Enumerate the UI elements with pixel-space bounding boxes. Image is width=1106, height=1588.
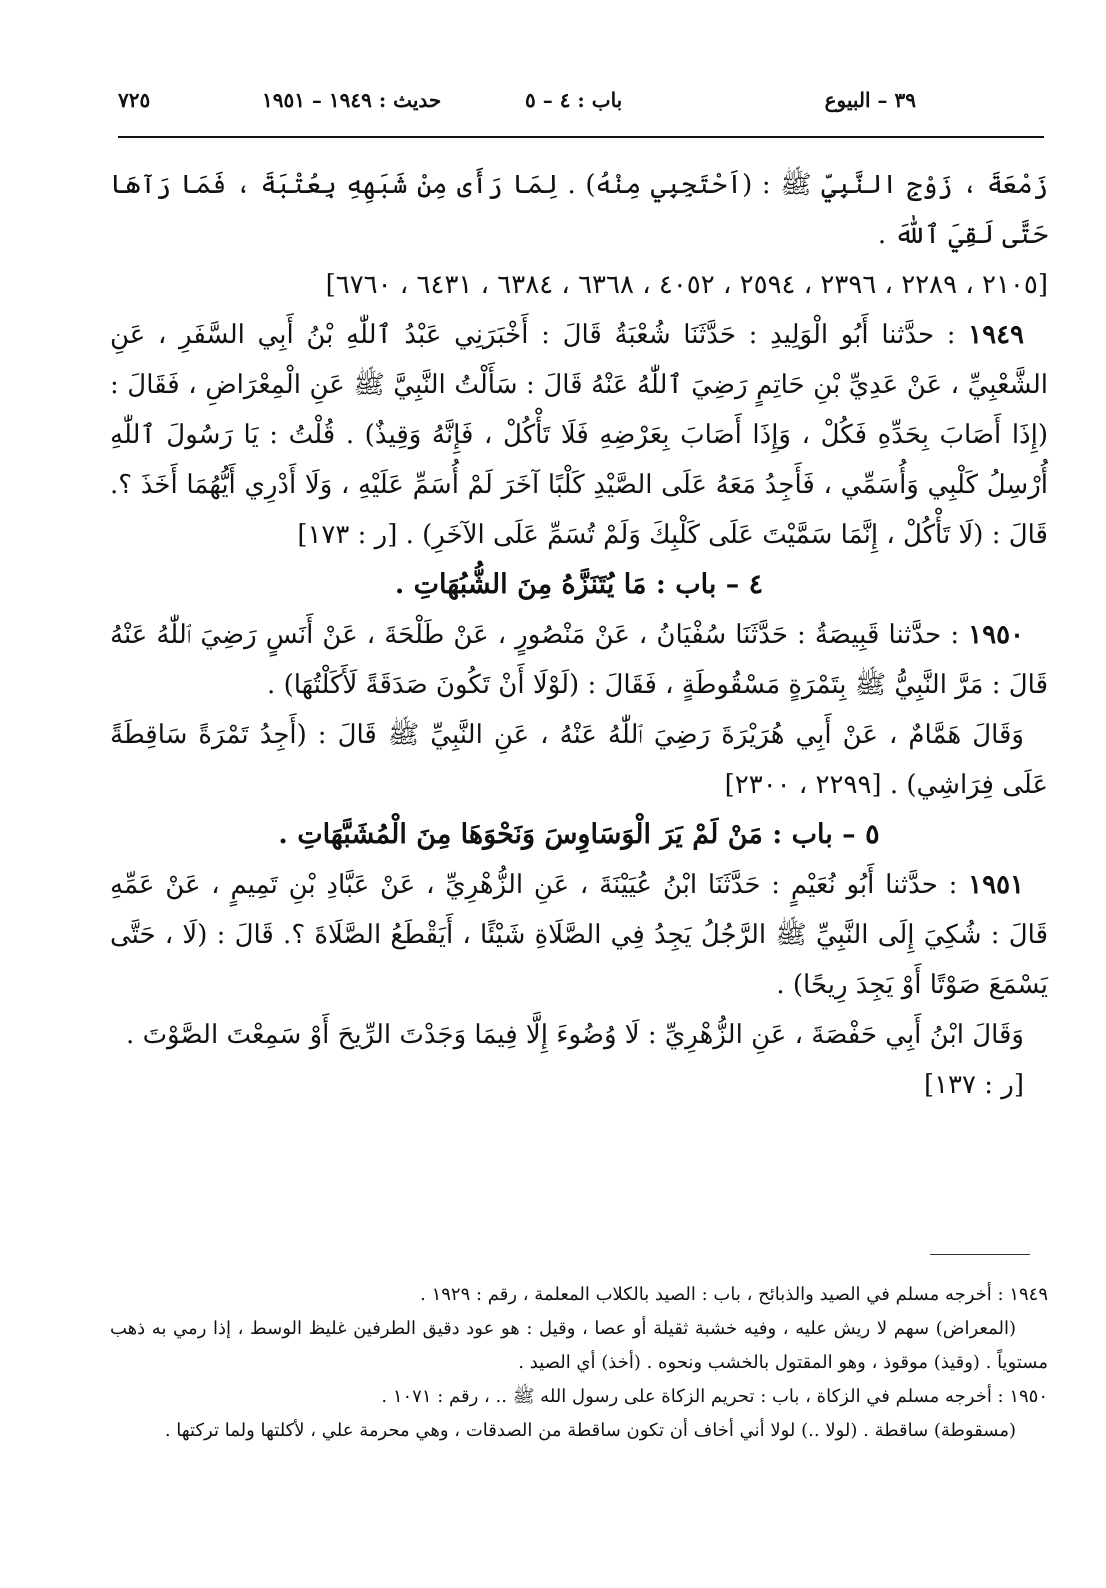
hadith-range: حديث : ١٩٤٩ – ١٩٥١	[262, 88, 442, 112]
hadith-number: ١٩٥٠	[968, 620, 1025, 650]
hadith-text: : حدَّثنا أَبُو نُعَيْمٍ : حَدَّثَنَا ابْنُ عُيَيْنَةَ ، عَنِ الزُّهْرِيِّ ، عَنْ عَبَّادِ بْنِ تَمِيمٍ ، عَنْ عَمِّهِ قَالَ : شُكِيَ إِلَى النَّبِيِّ ﷺ الرَّجُلُ يَجِدُ فِي الصَّلَاةِ شَيْئًا ، أَيَقْطَعُ الصَّلَاةَ ؟. قَالَ : (لَا ، حَتَّى يَسْمَعَ صَوْتًا أَوْ يَجِدَ رِيحًا) .	[110, 870, 1048, 1000]
main-text	[110, 160, 1048, 1110]
footnote-1950-source: ١٩٥٠ : أخرجه مسلم في الزكاة ، باب : تحريم الزكاة على رسول الله ﷺ .. ، رقم : ١٠٧١ .	[381, 1386, 1048, 1407]
hadith-1951-reference: [ر : ١٣٧]	[923, 1070, 1024, 1100]
footnote-rule	[930, 1254, 1030, 1255]
hadith-text: : حدَّثنا أَبُو الْوَلِيدِ : حَدَّثَنَا شُعْبَةُ قَالَ : أَخْبَرَنِي عَبْدُ ٱللّٰهِ بْنُ أَبِي السَّفَرِ ، عَنِ الشَّعْبِيِّ ، عَنْ عَدِيِّ بْنِ حَاتِمٍ رَضِيَ ٱللّٰهُ عَنْهُ قَالَ : سَأَلْتُ النَّبِيَّ ﷺ عَنِ الْمِعْرَاضِ ، فَقَالَ : (إِذَا أَصَابَ بِحَدِّهِ فَكُلْ ، وَإِذَا أَصَابَ بِعَرْضِهِ فَلَا تَأْكُلْ ، فَإِنَّهُ وَقِيذٌ) . قُلْتُ : يَا رَسُولَ ٱللّٰهِ أُرْسِلُ كَلْبِي وَأُسَمِّي ، فَأَجِدُ مَعَهُ عَلَى الصَّيْدِ كَلْبًا آخَرَ لَمْ أُسَمِّ عَلَيْهِ ، وَلَا أَدْرِي أَيُّهُمَا أَخَذَ ؟. قَالَ : (لَا تَأْكُلْ ، إِنَّمَا سَمَّيْتَ عَلَى كَلْبِكَ وَلَمْ تُسَمِّ عَلَى الآخَرِ) . [ر : ١٧٣]	[110, 320, 1048, 550]
hadith-1951	[110, 860, 1048, 1010]
footnote-1949-glossary: (المعراض) سهم لا ريش عليه ، وفيه خشبة ثقيلة أو عصا ، وقيل : هو عود دقيق الطرفين غليظ الوسط ، إذا رمي به ذهب مستوياً . (وقيذ) موقوذ ، وهو المقتول بالخشب ونحوه . (أخذ) أي الصيد .	[110, 1318, 1048, 1373]
hadith-number: ١٩٥١	[968, 870, 1025, 900]
hadith-text: : حدَّثنا قَبِيصَةُ : حَدَّثَنَا سُفْيَانُ ، عَنْ مَنْصُورٍ ، عَنْ طَلْحَةَ ، عَنْ أَنَسٍ رَضِيَ ٱللّٰهُ عَنْهُ قَالَ : مَرَّ النَّبِيُّ ﷺ بِتَمْرَةٍ مَسْقُوطَةٍ ، فَقَالَ : (لَوْلَا أَنْ تَكُونَ صَدَقَةً لَأَكَلْتُهَا) .	[110, 620, 1048, 700]
hadith-number: ١٩٤٩	[968, 320, 1024, 350]
paragraph-continuation: زَمْعَةَ ، زَوْجِ النَّبِيِّ ﷺ : (اَحْتَجِبِي مِنْهُ) . لِمَا رَأَى مِنْ شَبَهِهِ بِعُتْبَةَ ، فَمَا رَآهَا حَتَّى لَقِيَ ٱللّٰهَ .	[110, 170, 1048, 250]
hadith-1949	[110, 310, 1048, 560]
section-heading-5: ٥ – باب : مَنْ لَمْ يَرَ الْوَسَاوِسَ وَنَحْوَهَا مِنَ الْمُشَبَّهَاتِ .	[278, 819, 880, 850]
header-rule	[118, 136, 1044, 138]
hadith-1950	[110, 610, 1048, 710]
hadith-1950-supplement: وَقَالَ هَمَّامٌ ، عَنْ أَبِي هُرَيْرَةَ رَضِيَ ٱللّٰهُ عَنْهُ ، عَنِ النَّبِيِّ ﷺ قَالَ : (أَجِدُ تَمْرَةً سَاقِطَةً عَلَى فِرَاشِي) . [٢٢٩٩ ، ٢٣٠٠]	[110, 720, 1048, 800]
chapter-title: ٣٩ – البيوع	[824, 88, 916, 112]
footnote-1949-source: ١٩٤٩ : أخرجه مسلم في الصيد والذبائح ، باب : الصيد بالكلاب المعلمة ، رقم : ١٩٢٩ .	[420, 1284, 1048, 1305]
hadith-1951-supplement: وَقَالَ ابْنُ أَبِي حَفْصَةَ ، عَنِ الزُّهْرِيِّ : لَا وُضُوءَ إِلَّا فِيمَا وَجَدْتَ الرِّيحَ أَوْ سَمِعْتَ الصَّوْتَ .	[126, 1020, 1024, 1050]
cross-references: [٢١٠٥ ، ٢٢٨٩ ، ٢٣٩٦ ، ٢٥٩٤ ، ٤٠٥٢ ، ٦٣٦٨ ، ٦٣٨٤ ، ٦٤٣١ ، ٦٧٦٠]	[325, 270, 1048, 300]
footnotes	[110, 1278, 1048, 1448]
page-number: ٧٢٥	[118, 88, 151, 112]
section-heading-4: ٤ – باب : مَا يُتَنَزَّهُ مِنَ الشُّبُهَاتِ .	[394, 569, 764, 600]
footnote-1950-glossary: (مسقوطة) ساقطة . (لولا ..) لولا أني أخاف أن تكون ساقطة من الصدقات ، وهي محرمة علي ، لأكلتها ولما تركتها .	[164, 1420, 1016, 1441]
bab-range: باب : ٤ – ٥	[525, 88, 623, 112]
